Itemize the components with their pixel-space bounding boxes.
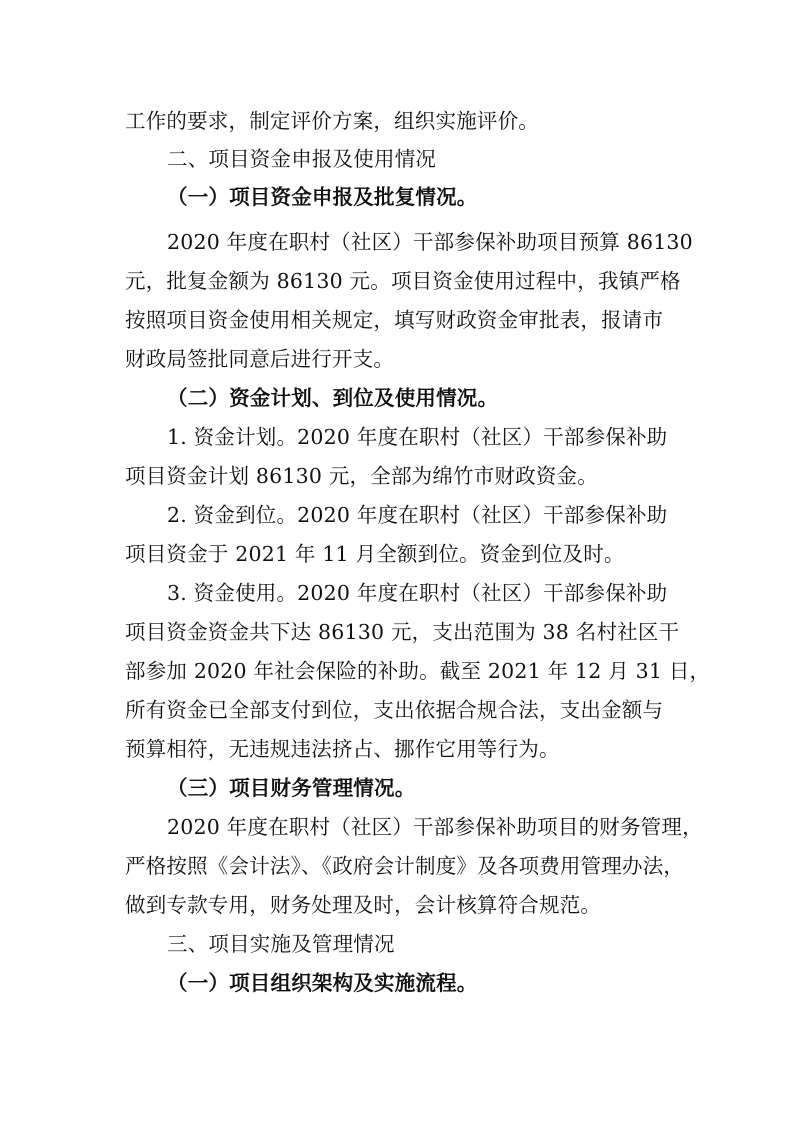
paragraph-line: 3. 资金使用。2020 年度在职村（社区）干部参保补助 [167, 581, 668, 605]
section-heading: 二、项目资金申报及使用情况 [167, 147, 437, 171]
paragraph-line: 部参加 2020 年社会保险的补助。截至 2021 年 12 月 31 日， [125, 659, 711, 683]
paragraph-line: 项目资金资金共下达 86130 元，支出范围为 38 名村社区干 [125, 620, 680, 644]
paragraph-line: 项目资金计划 86130 元，全部为绵竹市财政资金。 [125, 464, 598, 488]
paragraph-line: 项目资金于 2021 年 11 月全额到位。资金到位及时。 [125, 542, 625, 566]
paragraph-line: 元，批复金额为 86130 元。项目资金使用过程中，我镇严格 [125, 269, 681, 293]
paragraph-line: 2. 资金到位。2020 年度在职村（社区）干部参保补助 [167, 503, 668, 527]
paragraph-line: 2020 年度在职村（社区）干部参保补助项目的财务管理， [167, 815, 703, 839]
paragraph-line: 1. 资金计划。2020 年度在职村（社区）干部参保补助 [167, 425, 668, 449]
paragraph-line: 所有资金已全部支付到位，支出依据合规合法，支出金额与 [125, 698, 664, 722]
paragraph-line: 预算相符，无违规违法挤占、挪作它用等行为。 [125, 737, 560, 761]
paragraph-line: 2020 年度在职村（社区）干部参保补助项目预算 86130 [167, 230, 693, 254]
subsection-heading: （一）项目组织架构及实施流程。 [167, 971, 478, 995]
paragraph-line: 按照项目资金使用相关规定，填写财政资金审批表，报请市 [125, 308, 664, 332]
paragraph-line: 财政局签批同意后进行开支。 [125, 347, 395, 371]
paragraph-line: 做到专款专用，财务处理及时，会计核算符合规范。 [125, 893, 602, 917]
subsection-heading: （三）项目财务管理情况。 [167, 776, 416, 800]
paragraph-line: 严格按照《会计法》、《政府会计制度》及各项费用管理办法， [125, 854, 685, 878]
paragraph-line: 工作的要求，制定评价方案，组织实施评价。 [125, 109, 539, 133]
section-heading: 三、项目实施及管理情况 [167, 932, 395, 956]
subsection-heading: （二）资金计划、到位及使用情况。 [167, 386, 499, 410]
subsection-heading: （一）项目资金申报及批复情况。 [167, 185, 478, 209]
